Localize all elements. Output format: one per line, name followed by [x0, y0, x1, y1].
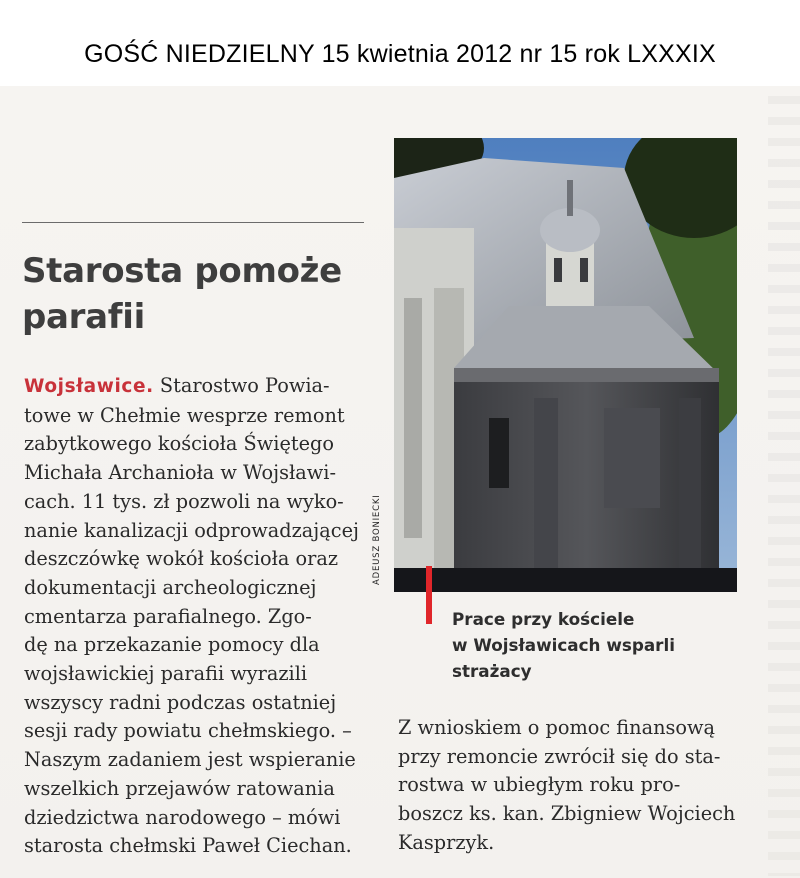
body-line: dziedzictwa narodowego – mówi — [24, 805, 341, 829]
body-line: nanie kanalizacji odprowadzającej — [24, 518, 359, 542]
lead-place-name: Wojsławice. — [24, 376, 154, 397]
body-line: Kasprzyk. — [398, 830, 495, 854]
caption-accent-bar — [426, 566, 432, 624]
body-line: wszyscy radni podczas ostatniej — [24, 690, 337, 714]
body-line: zabytkowego kościoła Świętego — [24, 432, 334, 456]
body-line: towe w Chełmie wesprze remont — [24, 403, 345, 427]
body-line: cach. 11 tys. zł pozwoli na wyko- — [24, 489, 344, 513]
bleed-through-lines — [768, 96, 800, 876]
photo-caption — [452, 606, 732, 684]
article-body-right-column — [398, 714, 740, 858]
body-line: dę na przekazanie pomocy dla — [24, 633, 320, 657]
body-line: cmentarza parafialnego. Zgo- — [24, 604, 312, 628]
body-line: przy remoncie zwrócił się do sta- — [398, 744, 721, 768]
headline-line: parafii — [22, 297, 145, 337]
body-line: deszczówkę wokół kościoła oraz — [24, 547, 338, 571]
article-body-left-column — [24, 372, 366, 861]
section-rule — [22, 222, 364, 223]
body-line: wojsławickiej parafii wyrazili — [24, 662, 308, 686]
article-headline — [22, 248, 362, 340]
body-line: starosta chełmski Paweł Ciechan. — [24, 834, 352, 858]
photo-credit — [372, 567, 382, 585]
bleed-through-ghost — [8, 92, 368, 212]
caption-line: Prace przy kościele — [452, 609, 635, 629]
body-line: dokumentacji archeologicznej — [24, 575, 317, 599]
body-line: Michała Archanioła w Wojsławi- — [24, 461, 336, 485]
body-line: Wojsławice. Starostwo Powia- — [24, 374, 330, 397]
caption-line: w Wojsławicach wsparli — [452, 635, 675, 655]
body-line: boszcz ks. kan. Zbigniew Wojciech — [398, 802, 736, 826]
body-line: sesji rady powiatu chełmskiego. – — [24, 719, 352, 743]
caption-line: strażacy — [452, 661, 532, 681]
church-photo — [394, 138, 737, 592]
headline-line: Starosta pomoże — [22, 251, 342, 291]
body-line: Z wnioskiem o pomoc finansową — [398, 716, 715, 739]
body-line: wszelkich przejawów ratowania — [24, 776, 335, 800]
body-line: rostwa w ubiegłym roku pro- — [398, 773, 681, 797]
body-line: Naszym zadaniem jest wspieranie — [24, 748, 356, 772]
masthead: GOŚĆ NIEDZIELNY 15 kwietnia 2012 nr 15 rok LXXXIX — [84, 40, 716, 68]
